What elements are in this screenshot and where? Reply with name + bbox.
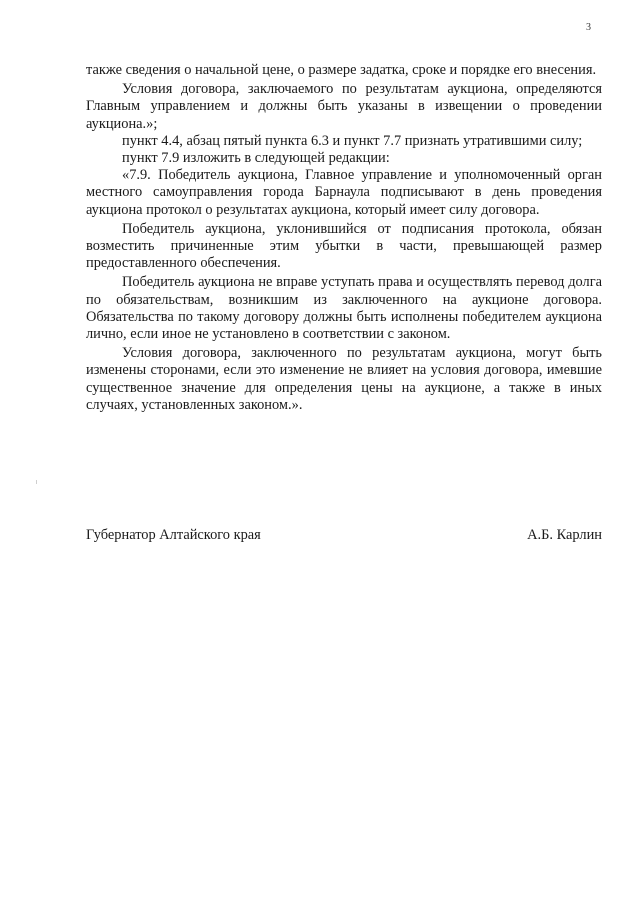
signature-block xyxy=(86,527,602,544)
document-body xyxy=(86,62,602,414)
paragraph-contract-terms: Условия договора, заключаемого по результатам аукциона, определяются Главным управлением и должны быть указаны в извещении о проведении аукциона.»; xyxy=(86,81,602,132)
paragraph-repealed-clauses: пункт 4.4, абзац пятый пункта 6.3 и пункт 7.7 признать утратившими силу; xyxy=(122,132,583,149)
scan-artifact xyxy=(36,480,37,484)
page-number: 3 xyxy=(586,22,591,33)
paragraph-continuation: также сведения о начальной цене, о размере задатка, сроке и порядке его внесения. xyxy=(86,62,597,78)
paragraph-evasion-liability: Победитель аукциона, уклонившийся от подписания протокола, обязан возместить причиненные этим убытки в части, превышающей размер предоставленного обеспечения. xyxy=(86,220,602,272)
paragraph-clause-7-9: «7.9. Победитель аукциона, Главное управление и уполномоченный орган местного самоуправления города Барнаула подписывают в день проведения аукциона протокол о результатах аукциона, который имеет силу договора. xyxy=(86,167,602,218)
paragraph-no-assignment: Победитель аукциона не вправе уступать права и осуществлять перевод долга по обязательствам, возникшим из заключенного на аукционе договора. Обязательства по такому договору должны быть исполнены победителем аукциона лично, если иное не установлено в соответствии с законом. xyxy=(86,274,602,343)
paragraph-contract-changes: Условия договора, заключенного по результатам аукциона, могут быть изменены сторонами, если это изменение не влияет на условия договора, имевшие существенное значение для определения цены на аукционе, а также в иных случаях, установленных законом.». xyxy=(86,345,602,413)
paragraph-new-wording-intro: пункт 7.9 изложить в следующей редакции: xyxy=(122,150,390,167)
signatory-name: А.Б. Карлин xyxy=(527,527,602,543)
signatory-position: Губернатор Алтайского края xyxy=(86,527,261,543)
